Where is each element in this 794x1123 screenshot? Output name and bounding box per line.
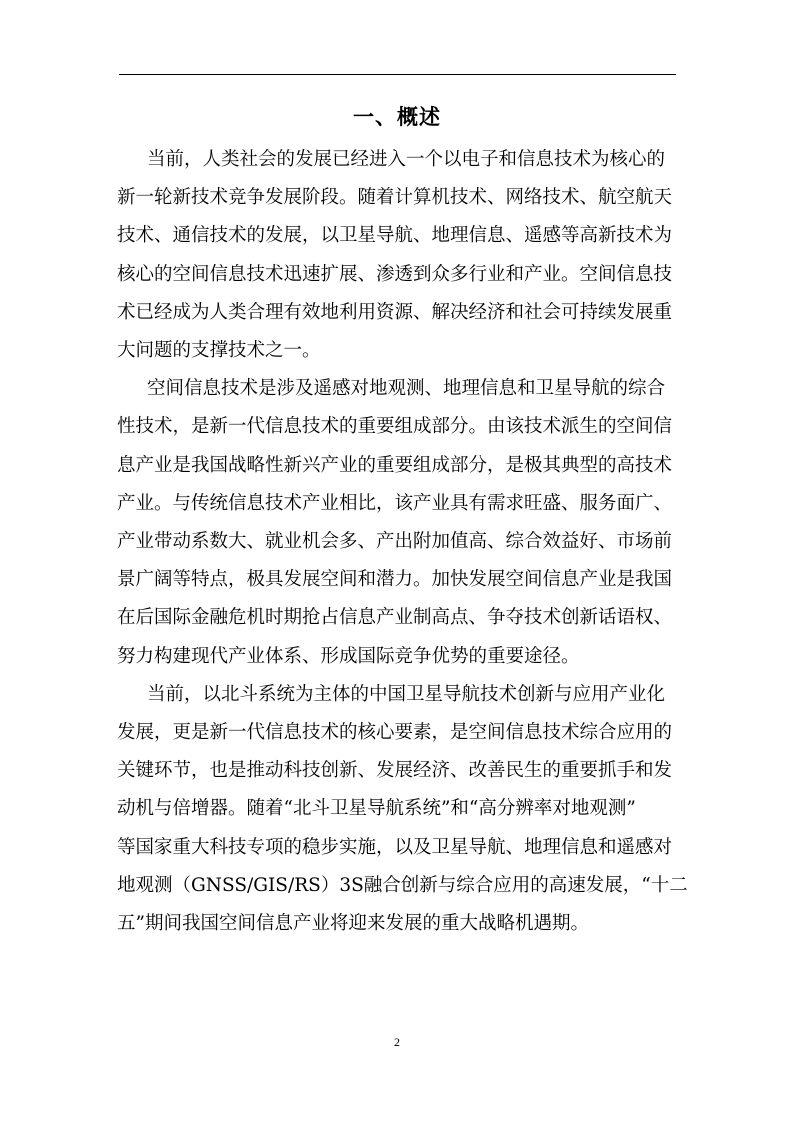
text-line: 当前，人类社会的发展已经进入一个以电子和信息技术为核心的 xyxy=(147,149,666,170)
text-line: 关键环节，也是推动科技创新、发展经济、改善民生的重要抓手和发 xyxy=(117,760,673,782)
text-line: 在后国际金融危机时期抢占信息产业制高点、争夺技术创新话语权、 xyxy=(117,607,673,629)
text-line: 技术、通信技术的发展，以卫星导航、地理信息、遥感等高新技术为 xyxy=(117,225,673,247)
text-line: 性技术，是新一代信息技术的重要组成部分。由该技术派生的空间信 xyxy=(117,416,673,438)
header-rule xyxy=(119,74,676,75)
text-line: 景广阔等特点，极具发展空间和潜力。加快发展空间信息产业是我国 xyxy=(117,569,673,591)
text-line: 地观测（GNSS/GIS/RS）3S融合创新与综合应用的高速发展，“十二 xyxy=(117,874,688,896)
text-line: 产业带动系数大、就业机会多、产出附加值高、综合效益好、市场前 xyxy=(117,531,673,553)
text-line: 发展，更是新一代信息技术的核心要素，是空间信息技术综合应用的 xyxy=(117,722,673,744)
page-number: 2 xyxy=(394,1035,400,1049)
document-body xyxy=(117,141,688,943)
section-title: 一、概述 xyxy=(353,104,441,129)
text-line: 动机与倍增器。随着“北斗卫星导航系统”和“高分辨率对地观测” xyxy=(117,798,636,820)
text-line: 息产业是我国战略性新兴产业的重要组成部分，是极其典型的高技术 xyxy=(117,454,673,476)
paragraph-2 xyxy=(117,370,685,676)
paragraph-3 xyxy=(117,676,688,943)
text-line: 术已经成为人类合理有效地利用资源、解决经济和社会可持续发展重 xyxy=(117,301,673,323)
text-line: 产业。与传统信息技术产业相比，该产业具有需求旺盛、服务面广、 xyxy=(117,492,673,514)
text-line: 努力构建现代产业体系、形成国际竞争优势的重要途径。 xyxy=(117,645,580,667)
text-line: 五”期间我国空间信息产业将迎来发展的重大战略机遇期。 xyxy=(117,913,589,935)
text-line: 空间信息技术是涉及遥感对地观测、地理信息和卫星导航的综合 xyxy=(147,378,666,400)
text-line: 新一轮新技术竞争发展阶段。随着计算机技术、网络技术、航空航天 xyxy=(117,187,673,209)
text-line: 当前，以北斗系统为主体的中国卫星导航技术创新与应用产业化 xyxy=(147,683,666,705)
text-line: 大问题的支撑技术之一。 xyxy=(117,340,321,362)
text-line: 等国家重大科技专项的稳步实施，以及卫星导航、地理信息和遥感对 xyxy=(117,836,673,858)
text-line: 核心的空间信息技术迅速扩展、渗透到众多行业和产业。空间信息技 xyxy=(117,263,673,285)
paragraph-1 xyxy=(117,141,685,370)
